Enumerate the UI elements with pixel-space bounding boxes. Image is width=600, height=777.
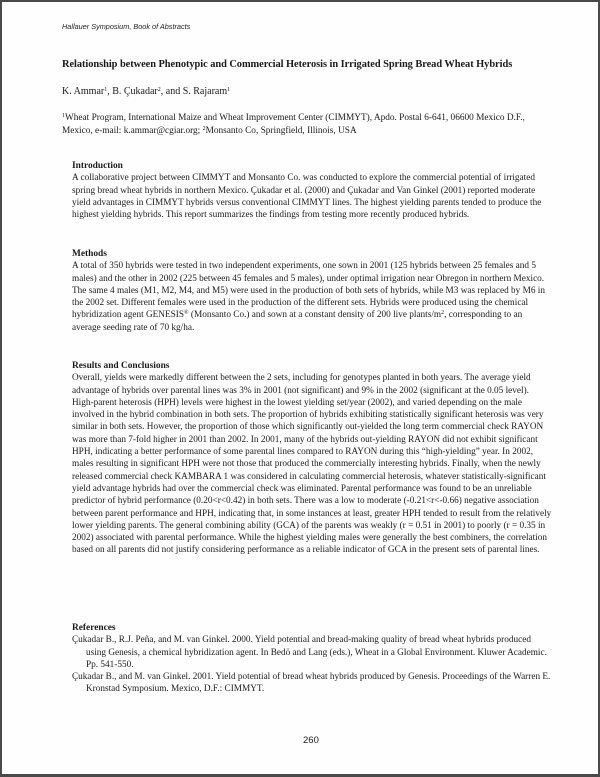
section-body: A collaborative project between CIMMYT and Monsanto Co. was conducted to explore the commercial potential of irrigated spring bread wheat hybrids in northern Mexico. Çukadar et al. (2000) and Çukadar and Van Ginkel (2001) reported moderate yield advantages in CIMMYT hybrids versus conventional CIMMYT lines. The highest yielding parents tended to produce the highest yielding hybrids. This report summarizes the findings from testing more recently produced hybrids.	[72, 173, 542, 221]
affiliation-marker: 1	[62, 113, 65, 119]
author-affiliation-marker: 1	[104, 87, 108, 93]
section-body: Overall, yields were markedly different between the 2 sets, including for genotypes planted in both years. The average yield advantage of hybrids over parental lines was 3% in 2001 (not significant) and 9% in the 2002 (significant at the 0.05 level). High-parent heterosis (HPH) levels were highest in the lowest yielding set/year (2002), and varied depending on the male involved in the hybrid combination in both sets. The proportion of hybrids exhibiting statistically significant heterosis was very similar in both sets. However, the proportion of those which significantly out-yielded the long term commercial check RAYON was more than 7-fold higher in 2001 than 2002. In 2001, many of the hybrids out-yielding RAYON did not exhibit significant HPH, indicating a better performance of some parental lines compared to RAYON during this “high-yielding” year. In 2002, males resulting in significant HPH were not those that produced the commercially interesting hybrids. Finally, when the newly released commercial check KAMBARA 1 was considered in calculating commercial heterosis, whatever statistically-significant yield advantage hybrids had over the commercial check was eliminated. Parental performance was found to be an unreliable predictor of hybrid performance (0.20<r<0.42) in both sets. There was a low to moderate (-0.21<r<-0.66) negative association between parent performance and HPH, indicating that, in some instances at least, greater HPH tended to result from the relatively lower yielding parents. The general combining ability (GCA) of the parents was weakly (r = 0.51 in 2001) to poorly (r = 0.35 in 2002) associated with parental performance. While the highest yielding males were generally the best combiners, the correlation based on all parents did not justify considering performance as a reliable indicator of GCA in the present sets of parental lines.	[72, 373, 552, 556]
section-heading: Introduction	[72, 161, 123, 171]
results-section	[72, 360, 552, 557]
body-text: A total of 350 hybrids were tested in two independent experiments, one sown in 2001 (125 hybrids between 25 females and 5 males) and the other in 2002 (225 between 45 females and 5 males), under optimal irrigation near Obregon in northern Mexico. The same 4 males (M1, M2, M4, and M5) were used in the production of both sets of hybrids, while M3 was replaced by M6 in the 2002 set. Different females were used in the production of the different sets. Hybrids were produced using the chemical hybridization agent GENESIS	[72, 261, 545, 321]
author-name: , and S. Rajaram	[160, 86, 228, 97]
author-affiliation-marker: 2	[157, 87, 161, 93]
superscript: 2	[441, 310, 445, 317]
body-text: (Monsanto Co.) and sown at a constant density of 200 live plants/m	[188, 310, 442, 321]
section-body	[72, 260, 552, 334]
page-number: 260	[303, 735, 319, 746]
introduction-section	[72, 160, 552, 221]
affiliation-text: Wheat Program, International Maize and Wheat Improvement Center (CIMMYT), Apdo. Postal 6-641, 06600 Mexico D.F., Mexico, e-mail: k.ammar@cgiar.org;	[62, 113, 525, 137]
affiliation-marker: 2	[202, 126, 206, 133]
running-head: Hallauer Symposium, Book of Abstracts	[62, 22, 191, 31]
paper-title: Relationship between Phenotypic and Commercial Heterosis in Irrigated Spring Bread Wheat Hybrids	[62, 59, 513, 70]
registered-mark: ®	[184, 310, 189, 317]
reference-item: Çukadar B., R.J. Peña, and M. van Ginkel. 2000. Yield potential and bread-making quality of bread wheat hybrids produced using Genesis, a chemical hybridization agent. In Bedö and Lang (eds.), Wheat in a Global Environment. Kluwer Academic. Pp. 541-550.	[72, 635, 547, 670]
reference-item: Çukadar B., and M. van Ginkel. 2001. Yield potential of bread wheat hybrids produced by Genesis. Proceedings of the Warren E. Kronstad Symposium. Mexico, D.F.: CIMMYT.	[72, 672, 551, 695]
affiliation-text: Monsanto Co, Springfield, Illinois, USA	[205, 126, 357, 137]
section-heading: References	[72, 623, 116, 633]
references-section	[72, 622, 552, 696]
author-list	[62, 86, 230, 97]
author-name: K. Ammar	[62, 86, 105, 97]
section-heading: Methods	[72, 249, 107, 259]
author-name: , B. Çukadar	[107, 86, 158, 97]
affiliations	[62, 112, 542, 139]
author-affiliation-marker: 1	[227, 87, 231, 93]
section-heading: Results and Conclusions	[72, 361, 170, 371]
methods-section	[72, 248, 552, 334]
body-text: , corresponding to an average seeding rate of 70 kg/ha.	[72, 310, 523, 333]
